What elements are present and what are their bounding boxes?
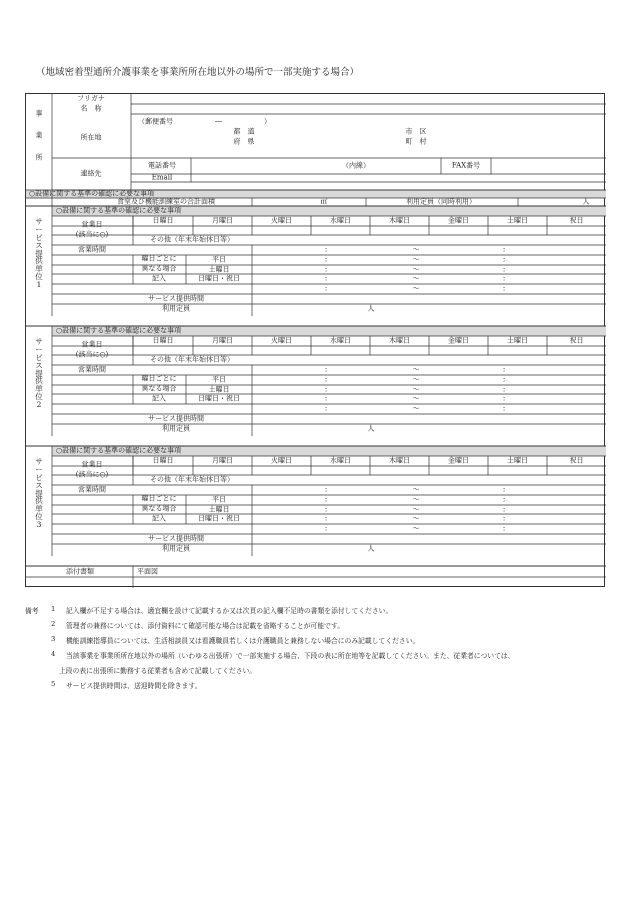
business-hours-label: 営業時間 [78, 365, 106, 374]
person-unit: 人 [367, 544, 375, 553]
time-tilde: 〜 [412, 404, 420, 413]
weekday-header: 火曜日 [271, 456, 292, 465]
office-vertical-label-char: 業 [35, 131, 43, 140]
attachments-value: 平面図 [137, 567, 158, 576]
time-colon: : [502, 404, 506, 413]
time-tilde: 〜 [412, 365, 420, 374]
time-colon: : [324, 255, 328, 264]
business-days-label: 営業日 [81, 340, 103, 349]
time-tilde: 〜 [412, 255, 420, 264]
fax-label: FAX番号 [451, 161, 481, 170]
note-text-continued: 上段の表に出張所に勤務する従業者も含めて記載してください。 [59, 667, 257, 675]
capacity-unit: 人 [582, 197, 590, 206]
note-text: 当該事業を事業所所在地以外の場所（いわゆる出張所）で一部実施する場合、下段の表に所在地等を記載してください。また、従業者については、 [66, 652, 515, 660]
note-text: 管理者の兼務については、添付資料にて確認可能な場合は記載を省略することが可能です。 [66, 622, 344, 630]
time-colon: : [324, 375, 328, 384]
postal-code-label: （郵便番号 ― ） [138, 117, 271, 126]
weekday-header: 金曜日 [448, 336, 469, 345]
unit-header: ○設備に関する基準の確認に必要な事項 [56, 446, 182, 455]
note-number: 1 [51, 605, 56, 613]
furigana-label: フリガナ [77, 94, 105, 103]
time-tilde: 〜 [412, 274, 420, 283]
time-tilde: 〜 [412, 265, 420, 274]
weekday-header: 月曜日 [212, 456, 233, 465]
time-colon: : [324, 245, 328, 254]
day-type-label: 日曜日・祝日 [198, 394, 240, 403]
weekday-header: 土曜日 [507, 336, 528, 345]
form-title: （地域密着型通所介護事業を事業所所在地以外の場所で一部実施する場合） [36, 67, 360, 78]
time-colon: : [324, 385, 328, 394]
area-unit: ㎡ [320, 197, 328, 206]
diff-day-label: 記入 [152, 514, 166, 523]
capacity-label: 利用定員（同時利用） [406, 197, 476, 206]
day-type-label: 日曜日・祝日 [198, 274, 240, 283]
day-type-label: 土曜日 [208, 505, 230, 514]
weekday-header: 水曜日 [330, 216, 351, 225]
prefecture-bottom: 府 県 [233, 137, 255, 146]
service-hours-label: サービス提供時間 [148, 534, 204, 543]
unit-capacity-label: 利用定員 [162, 304, 190, 313]
time-colon: : [324, 394, 328, 403]
business-days-note: (該当に○) [75, 230, 109, 239]
address-label: 所在地 [80, 133, 102, 142]
weekday-header: 火曜日 [271, 336, 292, 345]
weekday-header: 日曜日 [152, 216, 174, 225]
note-text: サービス提供時間は、送迎時間を除きます。 [66, 682, 202, 690]
note-number: 2 [51, 620, 56, 628]
unit-capacity-label: 利用定員 [162, 424, 190, 433]
time-colon: : [324, 485, 328, 494]
office-vertical-label-char: 事 [35, 109, 43, 118]
weekday-header: 水曜日 [330, 456, 351, 465]
time-tilde: 〜 [412, 375, 420, 384]
unit-capacity-label: 利用定員 [162, 544, 190, 553]
time-colon: : [502, 284, 506, 293]
time-colon: : [324, 505, 328, 514]
attachments-label: 添付書類 [66, 567, 94, 576]
note-text: 記入欄が不足する場合は、適宜欄を設けて記載するか又は次頁の記入欄不足時の書類を添付してください。 [66, 607, 393, 615]
day-type-label: 土曜日 [208, 385, 230, 394]
time-colon: : [324, 514, 328, 523]
service-hours-label: サービス提供時間 [148, 414, 204, 423]
facility-header: ○設備に関する基準の確認に必要な事項 [29, 189, 155, 198]
business-hours-label: 営業時間 [78, 485, 106, 494]
weekday-header: 月曜日 [212, 336, 233, 345]
phone-label: 電話番号 [148, 161, 176, 170]
weekday-header: 火曜日 [271, 216, 292, 225]
time-colon: : [502, 255, 506, 264]
diff-day-label: 曜日ごとに [141, 374, 177, 383]
time-colon: : [324, 284, 328, 293]
weekday-header: 祝日 [569, 216, 584, 225]
time-colon: : [502, 365, 506, 374]
prefecture-top: 都 道 [233, 127, 255, 136]
business-days-label: 営業日 [81, 220, 103, 229]
time-colon: : [324, 365, 328, 374]
weekday-header: 祝日 [569, 456, 584, 465]
email-label: Email [151, 173, 173, 182]
day-type-label: 平日 [212, 495, 226, 504]
diff-day-label: 異なる場合 [141, 504, 177, 513]
time-colon: : [324, 524, 328, 533]
unit-header: ○設備に関する基準の確認に必要な事項 [56, 206, 182, 215]
time-tilde: 〜 [412, 514, 420, 523]
service-unit-vertical-label: サービス提供単位3 [35, 457, 43, 529]
service-unit-vertical-label: サービス提供単位1 [35, 217, 43, 289]
city-bottom: 町 村 [405, 137, 427, 146]
time-colon: : [502, 394, 506, 403]
other-days-label: その他（年末年始休日等） [150, 235, 234, 244]
person-unit: 人 [367, 424, 375, 433]
city-top: 市 区 [405, 127, 427, 136]
weekday-header: 土曜日 [507, 456, 528, 465]
business-hours-label: 営業時間 [78, 245, 106, 254]
time-tilde: 〜 [412, 385, 420, 394]
diff-day-label: 異なる場合 [141, 264, 177, 273]
day-type-label: 土曜日 [208, 265, 230, 274]
time-colon: : [324, 274, 328, 283]
diff-day-label: 曜日ごとに [141, 254, 177, 263]
time-tilde: 〜 [412, 245, 420, 254]
time-colon: : [502, 505, 506, 514]
weekday-header: 木曜日 [389, 456, 410, 465]
note-text: 機能訓練指導員については、生活相談員又は看護職員若しくは介護職員と兼務しない場合にのみ記載してください。 [66, 637, 420, 645]
business-days-note: (該当に○) [75, 350, 109, 359]
diff-day-label: 異なる場合 [141, 384, 177, 393]
time-colon: : [502, 274, 506, 283]
time-colon: : [502, 514, 506, 523]
weekday-header: 金曜日 [448, 456, 469, 465]
person-unit: 人 [367, 304, 375, 313]
time-tilde: 〜 [412, 524, 420, 533]
notes-label: 備考 [25, 607, 39, 615]
diff-day-label: 曜日ごとに [141, 494, 177, 503]
weekday-header: 日曜日 [152, 336, 174, 345]
contact-label: 連絡先 [80, 169, 102, 178]
time-colon: : [502, 524, 506, 533]
office-vertical-label-char: 所 [35, 153, 43, 162]
time-colon: : [502, 375, 506, 384]
time-colon: : [502, 385, 506, 394]
diff-day-label: 記入 [152, 274, 166, 283]
service-hours-label: サービス提供時間 [148, 294, 204, 303]
time-colon: : [502, 485, 506, 494]
note-number: 3 [51, 635, 56, 643]
business-days-label: 営業日 [81, 460, 103, 469]
time-tilde: 〜 [412, 495, 420, 504]
day-type-label: 平日 [212, 255, 226, 264]
weekday-header: 木曜日 [389, 216, 410, 225]
note-number: 4 [51, 650, 56, 658]
time-colon: : [502, 495, 506, 504]
time-colon: : [502, 245, 506, 254]
name-label: 名 称 [80, 104, 102, 113]
weekday-header: 木曜日 [389, 336, 410, 345]
application-form [25, 93, 605, 587]
time-colon: : [502, 265, 506, 274]
other-days-label: その他（年末年始休日等） [150, 355, 234, 364]
time-tilde: 〜 [412, 485, 420, 494]
weekday-header: 金曜日 [448, 216, 469, 225]
time-colon: : [324, 495, 328, 504]
other-days-label: その他（年末年始休日等） [150, 475, 234, 484]
day-type-label: 日曜日・祝日 [198, 514, 240, 523]
time-colon: : [324, 404, 328, 413]
extension-label: （内線） [342, 161, 370, 170]
time-tilde: 〜 [412, 284, 420, 293]
diff-day-label: 記入 [152, 394, 166, 403]
business-days-note: (該当に○) [75, 470, 109, 479]
time-colon: : [324, 265, 328, 274]
weekday-header: 月曜日 [212, 216, 233, 225]
time-tilde: 〜 [412, 394, 420, 403]
service-unit-vertical-label: サービス提供単位2 [35, 337, 43, 409]
time-tilde: 〜 [412, 505, 420, 514]
weekday-header: 日曜日 [152, 456, 174, 465]
weekday-header: 祝日 [569, 336, 584, 345]
day-type-label: 平日 [212, 375, 226, 384]
area-label: 食堂及び機能訓練室の合計面積 [117, 197, 215, 206]
note-number: 5 [51, 680, 56, 688]
unit-header: ○設備に関する基準の確認に必要な事項 [56, 326, 182, 335]
weekday-header: 土曜日 [507, 216, 528, 225]
weekday-header: 水曜日 [330, 336, 351, 345]
